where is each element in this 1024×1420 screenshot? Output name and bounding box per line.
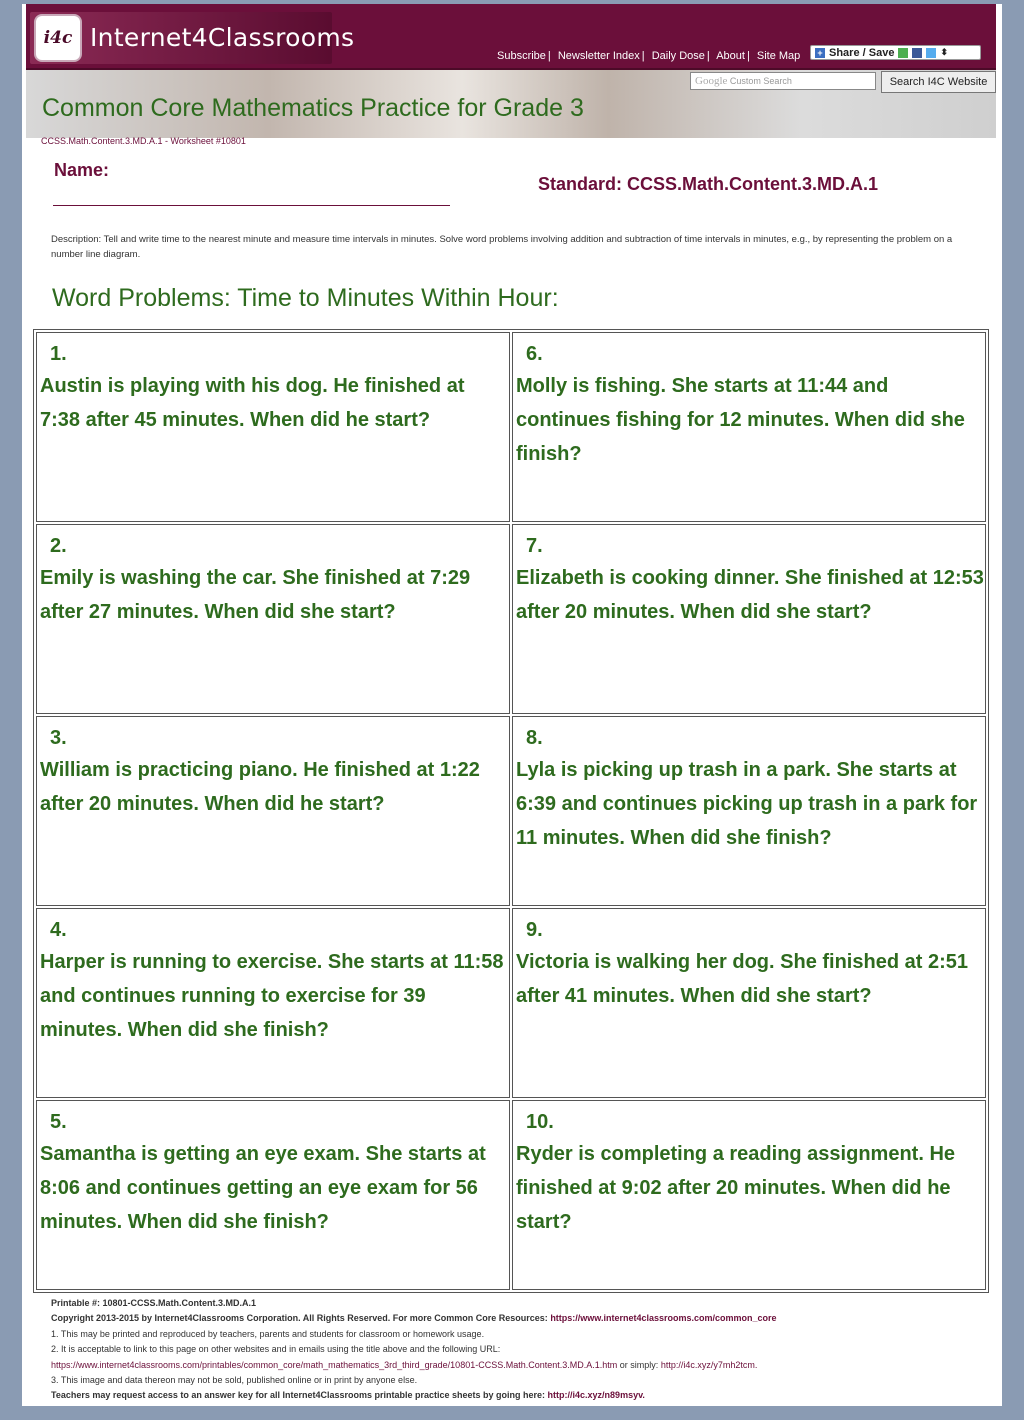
footer-note-2-urls: https://www.internet4classrooms.com/printables/common_core/math_mathematics_3rd_third_grade/10801-CCSS.Math.Content.3.MD.A.1.htm or simply: http://i4c.xyz/y7mh2tcm. xyxy=(51,1359,758,1370)
problem-number: 5. xyxy=(50,1111,67,1133)
nav-newsletter-index[interactable]: Newsletter Index xyxy=(557,50,640,62)
footer-note-2: 2. It is acceptable to link to this page on other websites and in emails using the title above and the following URL: xyxy=(51,1344,501,1355)
footer-note-3: 3. This image and data thereon may not be sold, published online or in print by anyone else. xyxy=(51,1375,418,1386)
problem-cell xyxy=(36,1100,510,1290)
google-brand: Google xyxy=(695,75,728,87)
share-plus-icon: + xyxy=(815,48,825,58)
share-label: Share / Save xyxy=(829,46,895,59)
problem-number: 7. xyxy=(526,535,543,557)
section-title: Word Problems: Time to Minutes Within Hour: xyxy=(52,284,559,312)
problem-text: William is practicing piano. He finished at 1:22 after 20 minutes. When did he start? xyxy=(40,759,480,815)
share-save-button[interactable] xyxy=(810,45,981,60)
problem-text: Molly is fishing. She starts at 11:44 and continues fishing for 12 minutes. When did she finish? xyxy=(516,375,965,465)
problem-text: Ryder is completing a reading assignment. He finished at 9:02 after 20 minutes. When did he start? xyxy=(516,1143,956,1233)
problem-number: 9. xyxy=(526,919,543,941)
standard-label: Standard: CCSS.Math.Content.3.MD.A.1 xyxy=(538,174,879,194)
problem-number: 10. xyxy=(526,1111,554,1133)
twitter-icon xyxy=(926,48,936,58)
problem-cell xyxy=(36,524,510,714)
nav-daily-dose[interactable]: Daily Dose xyxy=(651,50,705,62)
footer-teachers: Teachers may request access to an answer key for all Internet4Classrooms printable practice sheets by going here: http://i4c.xyz/n89msyv. xyxy=(51,1390,645,1401)
problem-text: Austin is playing with his dog. He finished at 7:38 after 45 minutes. When did he start? xyxy=(40,375,465,431)
logo-text: Internet4Classrooms xyxy=(90,23,355,52)
answer-key-link[interactable]: http://i4c.xyz/n89msyv. xyxy=(547,1390,645,1401)
problem-number: 3. xyxy=(50,727,67,749)
description: Description: Tell and write time to the nearest minute and measure time intervals in minutes. Solve word problems involving addition and subtraction of time intervals in minutes, e.g., by representing the problem on a number line diagram. xyxy=(51,234,953,260)
site-header xyxy=(26,4,996,70)
problem-cell xyxy=(512,716,986,906)
chevron-updown-icon: ⬍ xyxy=(940,47,948,57)
print-icon xyxy=(898,48,908,58)
problem-cell xyxy=(512,1100,986,1290)
common-core-link[interactable]: https://www.internet4classrooms.com/common_core xyxy=(550,1313,777,1324)
short-url-link[interactable]: http://i4c.xyz/y7mh2tcm. xyxy=(660,1359,758,1370)
worksheet-id: CCSS.Math.Content.3.MD.A.1 - Worksheet #10801 xyxy=(41,136,246,146)
problem-text: Lyla is picking up trash in a park. She starts at 6:39 and continues picking up trash in a park for 11 minutes. When did she finish? xyxy=(516,759,978,849)
nav-subscribe[interactable]: Subscribe xyxy=(497,50,546,62)
top-nav: Subscribe | Newsletter Index | Daily Dose | About | Site Map xyxy=(497,50,801,62)
logo-badge-icon: i4c xyxy=(34,14,82,62)
search-placeholder: Custom Search xyxy=(729,76,792,86)
search-button[interactable]: Search I4C Website xyxy=(881,71,996,93)
worksheet-url-link[interactable]: https://www.internet4classrooms.com/printables/common_core/math_mathematics_3rd_third_grade/10801-CCSS.Math.Content.3.MD.A.1.htm xyxy=(51,1359,618,1370)
problem-text: Elizabeth is cooking dinner. She finished at 12:53 after 20 minutes. When did she start? xyxy=(516,567,984,623)
footer-note-1: 1. This may be printed and reproduced by teachers, parents and students for classroom or homework usage. xyxy=(51,1328,485,1339)
problem-number: 1. xyxy=(50,343,67,365)
problem-cell xyxy=(512,908,986,1098)
search-input[interactable] xyxy=(690,72,876,90)
problem-cell xyxy=(36,332,510,522)
footer-copyright: Copyright 2013-2015 by Internet4Classrooms Corporation. All Rights Reserved. For more Common Core Resources: https://www.internet4classrooms.com/common_core xyxy=(51,1313,777,1324)
problems-grid xyxy=(33,329,989,1293)
site-logo[interactable] xyxy=(30,12,355,64)
problem-number: 8. xyxy=(526,727,543,749)
nav-about[interactable]: About xyxy=(716,50,745,62)
name-label: Name: xyxy=(54,160,110,180)
problem-cell xyxy=(36,908,510,1098)
problem-number: 6. xyxy=(526,343,543,365)
worksheet-page xyxy=(22,4,1002,1406)
footer xyxy=(51,1296,991,1404)
footer-printable: Printable #: 10801-CCSS.Math.Content.3.MD.A.1 xyxy=(51,1298,257,1308)
problem-text: Samantha is getting an eye exam. She starts at 8:06 and continues getting an eye exam for 56 minutes. When did she finish? xyxy=(40,1143,486,1233)
name-line xyxy=(53,205,450,206)
problem-cell xyxy=(512,332,986,522)
problem-number: 2. xyxy=(50,535,67,557)
problem-number: 4. xyxy=(50,919,67,941)
facebook-icon xyxy=(912,48,922,58)
problem-text: Harper is running to exercise. She starts at 11:58 and continues running to exercise for 39 minutes. When did she finish? xyxy=(40,951,504,1041)
problem-cell xyxy=(36,716,510,906)
problem-text: Victoria is walking her dog. She finished at 2:51 after 41 minutes. When did she start? xyxy=(516,951,968,1007)
page-title: Common Core Mathematics Practice for Grade 3 xyxy=(42,94,584,122)
problem-text: Emily is washing the car. She finished at 7:29 after 27 minutes. When did she start? xyxy=(40,567,471,623)
nav-site-map[interactable]: Site Map xyxy=(756,50,801,62)
problem-cell xyxy=(512,524,986,714)
title-banner xyxy=(26,70,996,138)
